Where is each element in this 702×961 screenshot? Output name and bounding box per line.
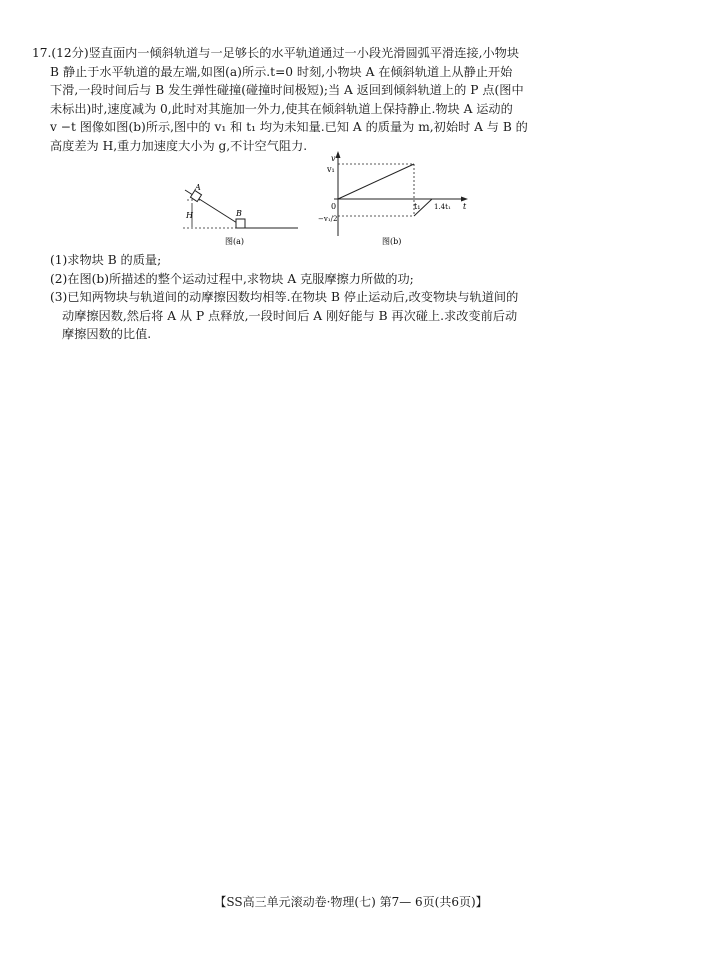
caption-b: 图(b) [382, 237, 402, 246]
figures [0, 150, 702, 250]
t1-label: t₁ [414, 202, 421, 211]
sub-question-1: (1)求物块 B 的质量; [50, 253, 162, 267]
sub-question-3-line-2: 动摩擦因数,然后将 A 从 P 点释放,一段时间后 A 刚好能与 B 再次碰上.求改变前后动 [62, 308, 518, 323]
axis-t-label: t [463, 202, 467, 211]
caption-a: 图(a) [225, 237, 245, 246]
v1-label: v₁ [327, 165, 335, 174]
label-h: H [186, 211, 193, 220]
t-axis-arrow [461, 197, 468, 202]
question-line-3: 下滑,一段时间后与 B 发生弹性碰撞(碰撞时间极短);当 A 返回到倾斜轨道上的 P 点(图中 [50, 83, 524, 97]
sub-question-3: (3)已知两物块与轨道间的动摩擦因数均相等.在物块 B 停止运动后,改变物块与轨道间的 [50, 290, 519, 304]
label-b: B [236, 209, 242, 218]
axis-v-label: v [331, 154, 336, 163]
question-line-4: 未标出)时,速度减为 0,此时对其施加一外力,使其在倾斜轨道上保持静止.物块 A 运动的 [50, 101, 513, 116]
question-line-6: 高度差为 H,重力加速度大小为 g,不计空气阻力. [50, 138, 308, 153]
figure-b [0, 150, 702, 250]
question-line-1: 17.(12分)竖直面内一倾斜轨道与一足够长的水平轨道通过一小段光滑圆弧平滑连接,小物块 [32, 46, 520, 60]
sub-question-3-line-3: 摩擦因数的比值. [62, 327, 152, 341]
v-axis-arrow [336, 151, 341, 158]
velocity-line-1 [338, 164, 414, 199]
page-footer: 【SS高三单元滚动卷·物理(七) 第7— 6页(共6页)】 [214, 895, 488, 909]
question-line-5: v −t 图像如图(b)所示,图中的 v₁ 和 t₁ 均为未知量.已知 A 的质量为 m,初始时 A 与 B 的 [50, 120, 528, 134]
neg-half-v1-label: −v₁/2 [318, 215, 338, 223]
label-a: A [195, 183, 201, 192]
origin-label: 0 [331, 202, 337, 211]
sub-question-2: (2)在图(b)所描述的整个运动过程中,求物块 A 克服摩擦力所做的功; [50, 271, 414, 286]
question-line-2: B 静止于水平轨道的最左端,如图(a)所示.t=0 时刻,小物块 A 在倾斜轨道上从静止开始 [50, 64, 513, 79]
t-end-label: 1.4t₁ [434, 203, 451, 211]
